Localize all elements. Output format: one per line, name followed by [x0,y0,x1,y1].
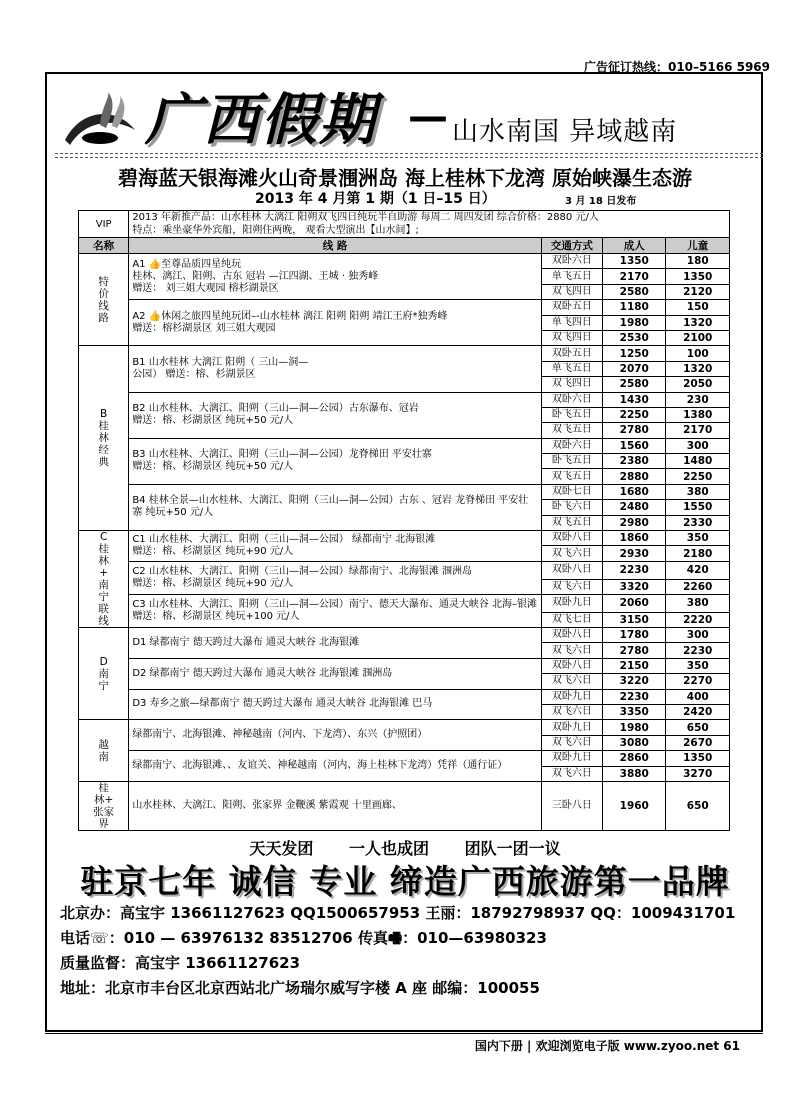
footer-divider [45,1033,763,1034]
transport-mode: 双飞五日 [541,469,602,484]
transport-mode: 双卧九日 [541,720,602,735]
col-header-route: 线 路 [129,238,541,254]
child-price: 650 [666,781,730,830]
service-slogans: 天天发团 一人也成团 团队一团一议 [249,839,561,858]
adult-price: 2580 [603,377,666,392]
child-price: 1480 [666,454,730,469]
vip-line-1: 2013 年新推产品：山水桂林 大漓江 阳朔双飞四日纯玩半自助游 每周二 周四发团 综合价格：2880 元/人 [132,212,599,223]
adult-price: 2070 [603,361,666,376]
adult-price: 1980 [603,315,666,330]
tour-price-table [78,210,730,831]
swoosh-logo-icon [60,90,140,150]
adult-price: 1960 [603,781,666,830]
child-price: 350 [666,531,730,546]
brand-title: 广西假期 [145,87,377,153]
transport-mode: 双飞四日 [541,284,602,299]
transport-mode: 双卧七日 [541,484,602,499]
child-price: 300 [666,438,730,453]
transport-mode: 双卧九日 [541,689,602,704]
child-price: 230 [666,392,730,407]
transport-mode: 双卧八日 [541,561,602,579]
header-slogan: 山水南国 异域越南 [452,117,678,147]
adult-price: 2230 [603,689,666,704]
transport-mode: 双飞六日 [541,766,602,781]
release-date: 3 月 18 日发布 [565,196,637,207]
group-name: C 桂 林 + 南 宁 联 线 [79,531,129,628]
transport-mode: 卧飞五日 [541,407,602,422]
adult-price: 2380 [603,454,666,469]
child-price: 1320 [666,315,730,330]
adult-price: 1180 [603,300,666,315]
child-price: 1550 [666,500,730,515]
adult-price: 2980 [603,515,666,530]
table-row [79,300,730,315]
adult-price: 3080 [603,735,666,750]
col-header-transport: 交通方式 [541,238,602,254]
transport-mode: 单飞五日 [541,269,602,284]
transport-mode: 双飞四日 [541,330,602,345]
vip-info [129,211,730,238]
route-description: 绿都南宁、北海银滩、、友谊关、神秘越南（河内、海上桂林下龙湾）凭祥（通行证） [129,751,541,782]
table-row [79,438,730,453]
adult-price: 1860 [603,531,666,546]
divider [55,153,763,154]
thumbs-up-icon: 👍 [148,310,162,322]
transport-mode: 双卧八日 [541,628,602,643]
table-row [79,658,730,673]
contact-address: 地址：北京市丰台区北京西站北广场瑞尔威写字楼 A 座 邮编：100055 [60,979,540,997]
adult-price: 2480 [603,500,666,515]
table-row [79,484,730,499]
group-name: 桂 林+ 张家 界 [79,781,129,830]
child-price: 1380 [666,407,730,422]
group-name: 特 价 线 路 [79,254,129,346]
child-price: 100 [666,346,730,361]
adult-price: 2150 [603,658,666,673]
vip-line-2: 特点：乘坐豪华外宾船，阳朔住两晚， 观看大型演出【山水间】; [132,225,419,236]
adult-price: 1980 [603,720,666,735]
ad-hotline: 广告征订热线：010–5166 5969 [583,60,770,74]
adult-price: 2930 [603,546,666,561]
route-description: A2 👍休闲之旅四星纯玩团–-山水桂林 漓江 阳朔 阳朔 靖江王府*独秀峰 赠送：榕杉湖景区 刘三姐大观园 [129,300,541,346]
transport-mode: 双卧六日 [541,254,602,269]
child-price: 1320 [666,361,730,376]
adult-price: 2170 [603,269,666,284]
child-price: 2420 [666,704,730,719]
transport-mode: 三卧八日 [541,781,602,830]
route-description: A1 👍至尊品质四星纯玩 桂林、漓江、阳朔、古东 冠岩 —江四湖、王城 · 独秀峰 赠送： 刘三姐大观园 榕杉湖景区 [129,254,541,300]
transport-mode: 双飞五日 [541,515,602,530]
adult-price: 2060 [603,594,666,612]
child-price: 2230 [666,643,730,658]
adult-price: 2780 [603,643,666,658]
table-row [79,628,730,643]
col-header-name: 名称 [79,238,129,254]
adult-price: 3320 [603,579,666,594]
adult-price: 1350 [603,254,666,269]
child-price: 2220 [666,612,730,627]
transport-mode: 双飞六日 [541,546,602,561]
child-price: 2050 [666,377,730,392]
route-description: B2 山水桂林、大漓江、阳朔（三山—洞—公园）古东瀑布、冠岩 赠送：榕、杉湖景区 纯玩+50 元/人 [129,392,541,438]
child-price: 2250 [666,469,730,484]
child-price: 2100 [666,330,730,345]
child-price: 650 [666,720,730,735]
table-row [79,689,730,704]
adult-price: 2860 [603,751,666,766]
transport-mode: 双卧五日 [541,300,602,315]
route-description: C1 山水桂林、大漓江、阳朔（三山—洞—公园） 绿都南宁 北海银滩 赠送：榕、杉湖景区 纯玩+90 元/人 [129,531,541,562]
transport-mode: 双飞六日 [541,674,602,689]
route-description: B3 山水桂林、大漓江、阳朔（三山—洞—公园）龙脊梯田 平安壮寨 赠送：榕、杉湖景区 纯玩+50 元/人 [129,438,541,484]
table-row [79,594,730,612]
table-row [79,781,730,830]
vip-label: VIP [79,211,129,238]
transport-mode: 卧飞六日 [541,500,602,515]
adult-price: 3350 [603,704,666,719]
transport-mode: 卧飞五日 [541,454,602,469]
issue-period: 2013 年 4 月第 1 期（1 日–15 日） [255,191,496,207]
route-description: D2 绿都南宁 德天跨过大瀑布 通灵大峡谷 北海银滩 涠洲岛 [129,658,541,689]
table-row [79,392,730,407]
transport-mode: 双飞六日 [541,735,602,750]
route-description: B1 山水桂林 大漓江 阳朔（ 三山—洞— 公园） 赠送：榕、杉湖景区 [129,346,541,392]
transport-mode: 双飞五日 [541,423,602,438]
child-price: 400 [666,689,730,704]
adult-price: 2880 [603,469,666,484]
transport-mode: 双飞六日 [541,643,602,658]
table-row [79,254,730,269]
divider [55,157,763,158]
route-description: D1 绿都南宁 德天跨过大瀑布 通灵大峡谷 北海银滩 [129,628,541,659]
adult-price: 2250 [603,407,666,422]
table-row [79,346,730,361]
child-price: 2330 [666,515,730,530]
adult-price: 2530 [603,330,666,345]
adult-price: 3220 [603,674,666,689]
child-price: 1350 [666,269,730,284]
child-price: 420 [666,561,730,579]
transport-mode: 双卧九日 [541,594,602,612]
col-header-adult: 成人 [603,238,666,254]
child-price: 150 [666,300,730,315]
transport-mode: 双卧六日 [541,438,602,453]
transport-mode: 双飞六日 [541,579,602,594]
transport-mode: 双卧五日 [541,346,602,361]
transport-mode: 单飞五日 [541,361,602,376]
contact-office: 北京办：高宝宇 13661127623 QQ1500657953 王丽：18792798937 QQ：1009431701 [60,904,736,922]
child-price: 180 [666,254,730,269]
adult-price: 1680 [603,484,666,499]
child-price: 2120 [666,284,730,299]
brand-slogan: 驻京七年 诚信 专业 缔造广西旅游第一品牌 [80,862,730,901]
child-price: 350 [666,658,730,673]
route-description: 绿都南宁、北海银滩、神秘越南（河内、下龙湾）、东兴（护照团） [129,720,541,751]
child-price: 2170 [666,423,730,438]
transport-mode: 双飞六日 [541,704,602,719]
adult-price: 2780 [603,423,666,438]
transport-mode: 双卧八日 [541,531,602,546]
child-price: 2670 [666,735,730,750]
child-price: 300 [666,628,730,643]
route-description: 山水桂林、大漓江、阳朔、张家界 金鞭溪 紫霞观 十里画廊、 [129,781,541,830]
adult-price: 1250 [603,346,666,361]
transport-mode: 双卧九日 [541,751,602,766]
contact-quality: 质量监督：高宝宇 13661127623 [60,954,301,972]
group-name: D 南 宁 [79,628,129,720]
header [60,85,750,155]
thumbs-up-icon: 👍 [148,258,162,270]
route-description: C2 山水桂林、大漓江、阳朔（三山—洞—公园）绿都南宁、北海银滩 涠洲岛 赠送：榕、杉湖景区 纯玩+90 元/人 [129,561,541,594]
child-price: 380 [666,484,730,499]
transport-mode: 双飞四日 [541,377,602,392]
page-footer: 国内下册 | 欢迎浏览电子版 www.zyoo.net 61 [474,1039,740,1053]
child-price: 2270 [666,674,730,689]
transport-mode: 双卧八日 [541,658,602,673]
contact-phone: 电话☏：010 — 63976132 83512706 传真🖷：010—63980323 [60,929,547,947]
child-price: 380 [666,594,730,612]
adult-price: 3150 [603,612,666,627]
adult-price: 1780 [603,628,666,643]
col-header-child: 儿童 [666,238,730,254]
child-price: 3270 [666,766,730,781]
route-description: B4 桂林全景—山水桂林、大漓江、阳朔（三山—洞—公园）古东 、冠岩 龙脊梯田 平安壮寨 纯玩+50 元/人 [129,484,541,530]
headline: 碧海蓝天银海滩火山奇景涠洲岛 海上桂林下龙湾 原始峡瀑生态游 [118,166,692,190]
table-row [79,751,730,766]
transport-mode: 双卧六日 [541,392,602,407]
transport-mode: 单飞四日 [541,315,602,330]
adult-price: 2230 [603,561,666,579]
child-price: 1350 [666,751,730,766]
child-price: 2180 [666,546,730,561]
group-name: 越 南 [79,720,129,782]
adult-price: 1430 [603,392,666,407]
adult-price: 1560 [603,438,666,453]
adult-price: 2580 [603,284,666,299]
table-row [79,561,730,579]
transport-mode: 双飞七日 [541,612,602,627]
table-row [79,720,730,735]
route-description: D3 寿乡之旅—绿都南宁 德天跨过大瀑布 通灵大峡谷 北海银滩 巴马 [129,689,541,720]
child-price: 2260 [666,579,730,594]
group-name: B 桂 林 经 典 [79,346,129,531]
table-row [79,531,730,546]
route-description: C3 山水桂林、大漓江、阳朔（三山—洞—公园）南宁、德天大瀑布、通灵大峡谷 北海–银滩 赠送：榕、杉湖景区 纯玩+100 元/人 [129,594,541,627]
adult-price: 3880 [603,766,666,781]
title-dash: — [408,94,448,140]
